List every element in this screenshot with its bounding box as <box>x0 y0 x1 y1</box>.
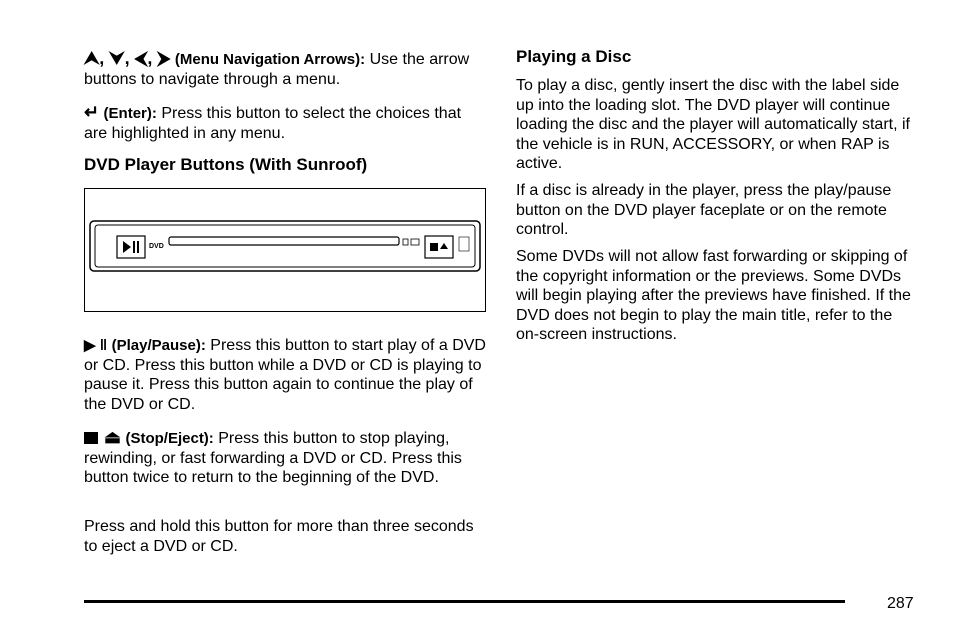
disc-slot-illustration <box>169 237 399 245</box>
nav-arrows-paragraph <box>84 49 488 89</box>
stop-eject-button-illustration <box>425 236 453 258</box>
enter-icon: ↵ <box>84 102 100 122</box>
dvd-buttons-heading: DVD Player Buttons (With Sunroof) <box>84 155 368 174</box>
stop-icon <box>84 432 98 444</box>
playing-disc-paragraph-1: To play a disc, gently insert the disc with the label side up into the loading slot. The DVD player will continue loading the disc and the player will automatically start, if the vehicle is in RUN, ACCESSORY, or when RAP is active. <box>516 77 910 172</box>
playing-disc-heading: Playing a Disc <box>516 47 632 66</box>
enter-paragraph <box>84 103 488 143</box>
playing-disc-paragraph-3: Some DVDs will not allow fast forwarding or skipping of the copyright information or the previews. Some DVDs will begin playing after the previews have finished. If the DVD does not begin to play the main title, refer to the on-screen instructions. <box>516 248 911 343</box>
playing-disc-paragraph-2: If a disc is already in the player, press the play/pause button on the DVD player faceplate or on the remote control. <box>516 182 892 238</box>
stop-eject-text: Press this button to stop playing, rewinding, or fast forwarding a DVD or CD. Press this button twice to return to the beginning of the DVD. <box>84 430 462 486</box>
hold-eject-paragraph: Press and hold this button for more than three seconds to eject a DVD or CD. <box>84 518 474 555</box>
stop-eject-paragraph <box>84 428 488 488</box>
page-number: 287 <box>887 595 914 612</box>
nav-arrows-text: Use the arrow buttons to navigate through a menu. <box>84 51 470 88</box>
footer-rule <box>84 600 845 603</box>
enter-text: Press this button to select the choices that are highlighted in any menu. <box>84 105 462 142</box>
eject-icon: ⏏ <box>104 427 122 447</box>
stop-eject-term: (Stop/Eject): <box>125 430 214 447</box>
navigation-arrows-icon: ⮝, ⮟, ⮜, ⮞ <box>84 48 171 68</box>
play-pause-paragraph <box>84 336 488 414</box>
dvd-player-illustration <box>85 189 485 311</box>
nav-arrows-term: (Menu Navigation Arrows): <box>174 51 366 68</box>
dvd-player-figure <box>84 188 486 312</box>
dvd-logo: DVD <box>149 243 164 250</box>
enter-term: (Enter): <box>103 105 157 122</box>
play-pause-text: Press this button to start play of a DVD or CD. Press this button while a DVD or CD is playing to pause it. Press this button again to continue the play of the DVD or CD. <box>84 337 486 413</box>
play-pause-icon: ▶ ‖ <box>84 337 108 354</box>
play-pause-term: (Play/Pause): <box>111 337 206 354</box>
